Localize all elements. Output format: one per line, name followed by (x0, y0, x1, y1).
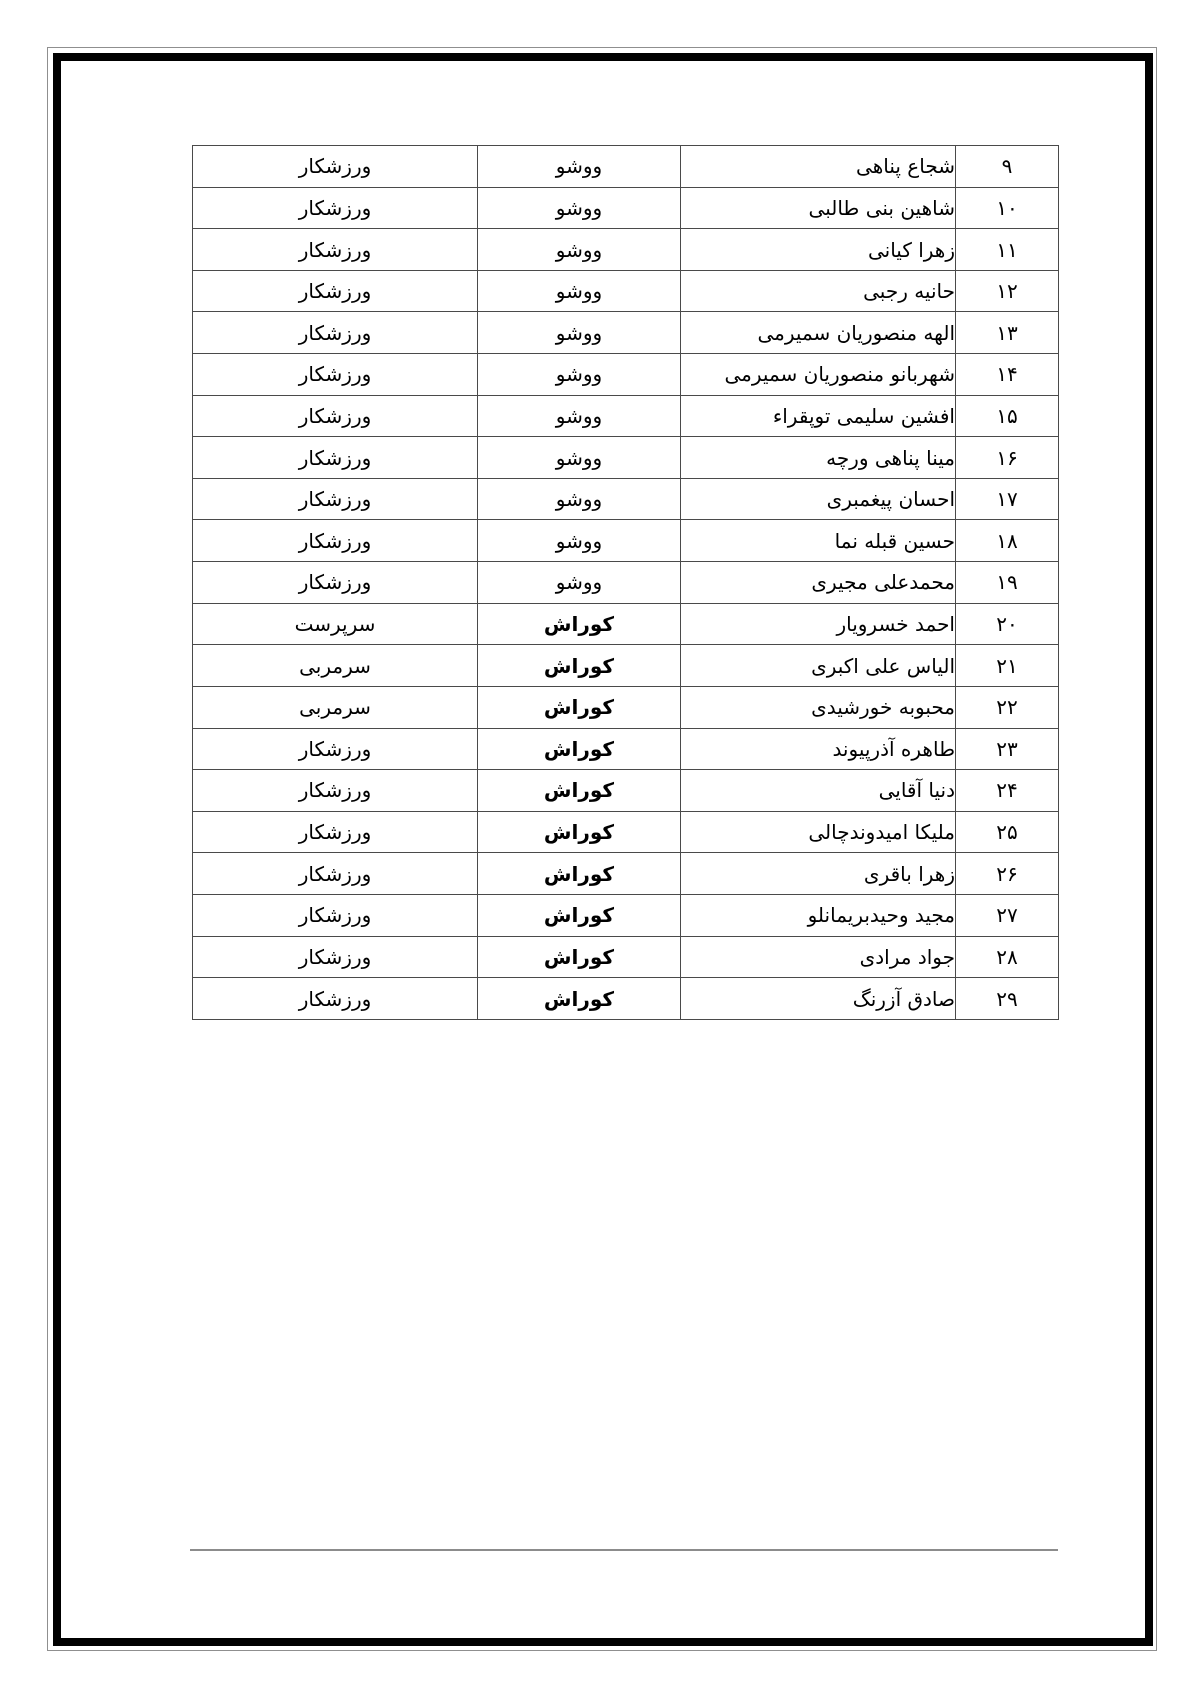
role-cell: ورزشکار (193, 520, 478, 562)
role-cell: ورزشکار (193, 853, 478, 895)
role-cell: ورزشکار (193, 312, 478, 354)
role-cell: ورزشکار (193, 146, 478, 188)
role-cell: ورزشکار (193, 811, 478, 853)
roster-table-body (193, 146, 1059, 1020)
name-cell: صادق آزرنگ (681, 978, 956, 1020)
table-row (193, 936, 1059, 978)
sport-cell: ووشو (478, 187, 681, 229)
sport-cell: کوراش (478, 603, 681, 645)
name-cell: محمدعلی مجیری (681, 562, 956, 604)
table-row (193, 354, 1059, 396)
row-number-cell: ۲۲ (956, 686, 1059, 728)
table-row (193, 146, 1059, 188)
name-cell: دنیا آقایی (681, 770, 956, 812)
table-row (193, 270, 1059, 312)
sport-cell: کوراش (478, 728, 681, 770)
sport-cell: کوراش (478, 686, 681, 728)
sport-cell: ووشو (478, 520, 681, 562)
name-cell: طاهره آذرپیوند (681, 728, 956, 770)
role-cell: ورزشکار (193, 437, 478, 479)
role-cell: سرمربی (193, 686, 478, 728)
table-row (193, 811, 1059, 853)
role-cell: ورزشکار (193, 270, 478, 312)
row-number-cell: ۱۲ (956, 270, 1059, 312)
row-number-cell: ۱۰ (956, 187, 1059, 229)
row-number-cell: ۱۸ (956, 520, 1059, 562)
name-cell: احسان پیغمبری (681, 478, 956, 520)
table-row (193, 187, 1059, 229)
sport-cell: کوراش (478, 645, 681, 687)
name-cell: حانیه رجبی (681, 270, 956, 312)
name-cell: ملیکا امیدوندچالی (681, 811, 956, 853)
sport-cell: کوراش (478, 811, 681, 853)
role-cell: ورزشکار (193, 562, 478, 604)
table-row (193, 312, 1059, 354)
sport-cell: ووشو (478, 229, 681, 271)
row-number-cell: ۲۵ (956, 811, 1059, 853)
sport-cell: ووشو (478, 270, 681, 312)
role-cell: ورزشکار (193, 187, 478, 229)
row-number-cell: ۲۹ (956, 978, 1059, 1020)
name-cell: زهرا باقری (681, 853, 956, 895)
name-cell: الیاس علی اکبری (681, 645, 956, 687)
table-row (193, 894, 1059, 936)
name-cell: احمد خسرویار (681, 603, 956, 645)
table-row (193, 645, 1059, 687)
name-cell: حسین قبله نما (681, 520, 956, 562)
name-cell: جواد مرادی (681, 936, 956, 978)
row-number-cell: ۱۵ (956, 395, 1059, 437)
row-number-cell: ۱۶ (956, 437, 1059, 479)
name-cell: مجید وحیدبریمانلو (681, 894, 956, 936)
row-number-cell: ۲۰ (956, 603, 1059, 645)
row-number-cell: ۱۱ (956, 229, 1059, 271)
row-number-cell: ۱۳ (956, 312, 1059, 354)
sport-cell: ووشو (478, 146, 681, 188)
sport-cell: کوراش (478, 770, 681, 812)
name-cell: مینا پناهی ورچه (681, 437, 956, 479)
row-number-cell: ۲۷ (956, 894, 1059, 936)
row-number-cell: ۲۱ (956, 645, 1059, 687)
role-cell: ورزشکار (193, 936, 478, 978)
table-row (193, 978, 1059, 1020)
sport-cell: کوراش (478, 853, 681, 895)
role-cell: سرپرست (193, 603, 478, 645)
row-number-cell: ۱۴ (956, 354, 1059, 396)
role-cell: ورزشکار (193, 229, 478, 271)
role-cell: ورزشکار (193, 728, 478, 770)
sport-cell: ووشو (478, 395, 681, 437)
table-row (193, 853, 1059, 895)
role-cell: ورزشکار (193, 770, 478, 812)
table-row (193, 520, 1059, 562)
table-row (193, 770, 1059, 812)
sport-cell: ووشو (478, 562, 681, 604)
role-cell: ورزشکار (193, 978, 478, 1020)
row-number-cell: ۲۶ (956, 853, 1059, 895)
sport-cell: ووشو (478, 478, 681, 520)
name-cell: شهربانو منصوریان سمیرمی (681, 354, 956, 396)
table-row (193, 686, 1059, 728)
row-number-cell: ۲۳ (956, 728, 1059, 770)
footer-separator-line (190, 1549, 1058, 1551)
sport-cell: کوراش (478, 894, 681, 936)
table-row (193, 229, 1059, 271)
row-number-cell: ۲۴ (956, 770, 1059, 812)
roster-table (192, 145, 1059, 1020)
row-number-cell: ۱۹ (956, 562, 1059, 604)
sport-cell: ووشو (478, 437, 681, 479)
name-cell: زهرا کیانی (681, 229, 956, 271)
sport-cell: ووشو (478, 312, 681, 354)
name-cell: شاهین بنی طالبی (681, 187, 956, 229)
name-cell: محبوبه خورشیدی (681, 686, 956, 728)
table-row (193, 603, 1059, 645)
role-cell: ورزشکار (193, 354, 478, 396)
table-row (193, 395, 1059, 437)
role-cell: سرمربی (193, 645, 478, 687)
row-number-cell: ۲۸ (956, 936, 1059, 978)
table-row (193, 478, 1059, 520)
name-cell: الهه منصوریان سمیرمی (681, 312, 956, 354)
role-cell: ورزشکار (193, 894, 478, 936)
sport-cell: کوراش (478, 936, 681, 978)
table-row (193, 437, 1059, 479)
role-cell: ورزشکار (193, 395, 478, 437)
name-cell: شجاع پناهی (681, 146, 956, 188)
sport-cell: ووشو (478, 354, 681, 396)
row-number-cell: ۹ (956, 146, 1059, 188)
name-cell: افشین سلیمی توپقراء (681, 395, 956, 437)
sport-cell: کوراش (478, 978, 681, 1020)
role-cell: ورزشکار (193, 478, 478, 520)
row-number-cell: ۱۷ (956, 478, 1059, 520)
table-row (193, 728, 1059, 770)
table-row (193, 562, 1059, 604)
